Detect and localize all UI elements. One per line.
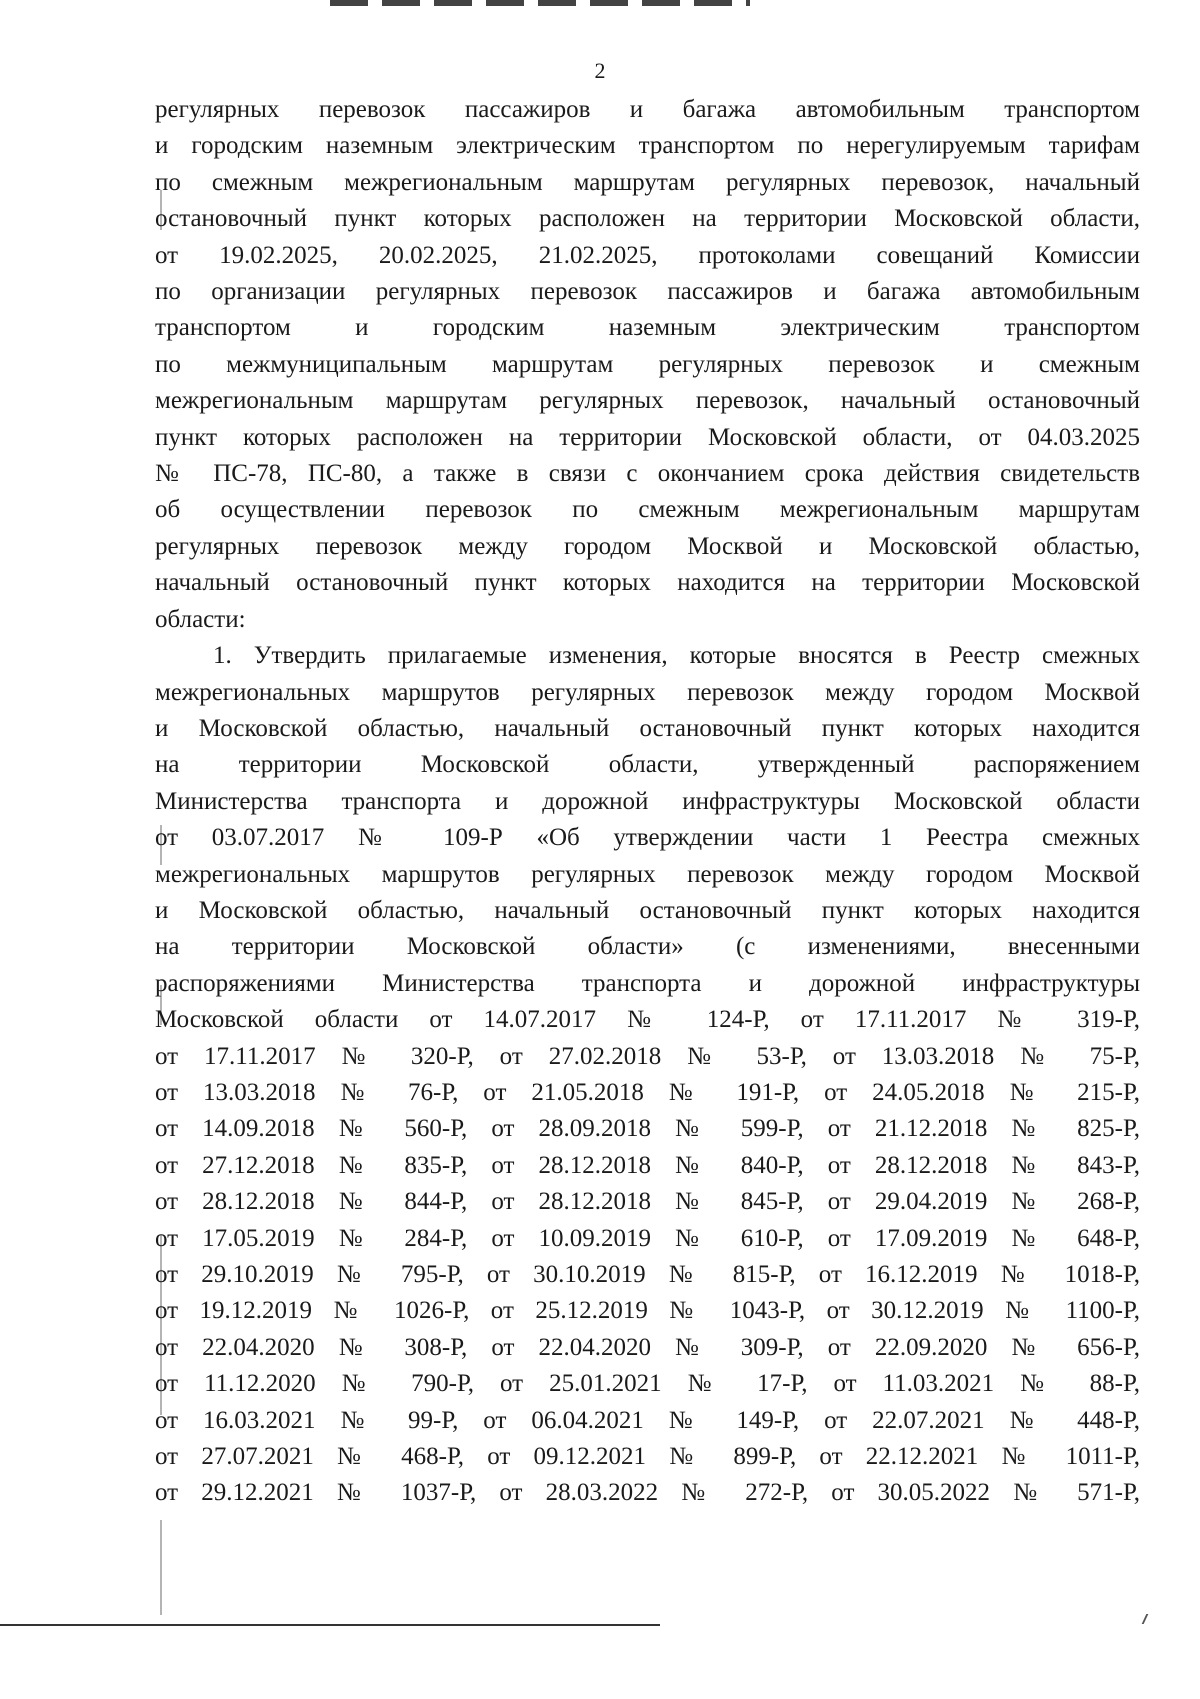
scan-margin-mark xyxy=(160,1520,162,1615)
text-line: от 17.05.2019 № 284-Р, от 10.09.2019 № 610-Р, от 17.09.2019 № 648-Р, xyxy=(155,1224,1140,1252)
text-line: от 14.09.2018 № 560-Р, от 28.09.2018 № 599-Р, от 21.12.2018 № 825-Р, xyxy=(155,1115,1140,1143)
text-line: от 28.12.2018 № 844-Р, от 28.12.2018 № 845-Р, от 29.04.2019 № 268-Р, xyxy=(155,1188,1140,1216)
text-line: регулярных перевозок пассажиров и багажа автомобильным транспортом xyxy=(155,96,1140,123)
text-line: от 22.04.2020 № 308-Р, от 22.04.2020 № 309-Р, от 22.09.2020 № 656-Р, xyxy=(155,1333,1140,1361)
text-line: по организации регулярных перевозок пассажиров и багажа автомобильным xyxy=(155,278,1140,306)
text-line: от 29.12.2021 № 1037-Р, от 28.03.2022 № 272-Р, от 30.05.2022 № 571-Р, xyxy=(155,1479,1140,1507)
scan-artifact xyxy=(330,0,750,6)
text-line: и Московской областью, начальный остановочный пункт которых находится xyxy=(155,896,1140,924)
text-line: регулярных перевозок между городом Москвой и Московской областью, xyxy=(155,532,1140,560)
text-line: на территории Московской области» (с изменениями, внесенными xyxy=(155,933,1140,961)
text-line: от 11.12.2020 № 790-Р, от 25.01.2021 № 17-Р, от 11.03.2021 № 88-Р, xyxy=(155,1370,1140,1398)
text-line: от 13.03.2018 № 76-Р, от 21.05.2018 № 191-Р, от 24.05.2018 № 215-Р, xyxy=(155,1078,1140,1106)
text-line: от 19.02.2025, 20.02.2025, 21.02.2025, протоколами совещаний Комиссии xyxy=(155,241,1140,269)
text-line: остановочный пункт которых расположен на территории Московской области, xyxy=(155,205,1140,233)
text-line: и Московской областью, начальный остановочный пункт которых находится xyxy=(155,714,1140,742)
page-bottom-rule xyxy=(0,1624,660,1626)
page-number: 2 xyxy=(594,58,606,83)
text-line: межрегиональных маршрутов регулярных перевозок между городом Москвой xyxy=(155,860,1140,888)
text-line: от 03.07.2017 № 109-Р «Об утверждении части 1 Реестра смежных xyxy=(155,824,1140,852)
text-line: распоряжениями Министерства транспорта и дорожной инфраструктуры xyxy=(155,969,1140,997)
text-line: на территории Московской области, утвержденный распоряжением xyxy=(155,751,1140,779)
text-line: от 17.11.2017 № 320-Р, от 27.02.2018 № 53-Р, от 13.03.2018 № 75-Р, xyxy=(155,1042,1140,1070)
text-line: Министерства транспорта и дорожной инфраструктуры Московской области xyxy=(155,787,1140,815)
text-line: пункт которых расположен на территории Московской области, от 04.03.2025 xyxy=(155,423,1140,451)
text-line: по смежным межрегиональным маршрутам регулярных перевозок, начальный xyxy=(155,168,1140,196)
text-line: от 27.07.2021 № 468-Р, от 09.12.2021 № 899-Р, от 22.12.2021 № 1011-Р, xyxy=(155,1443,1140,1471)
text-line: области: xyxy=(155,605,246,633)
text-line: от 27.12.2018 № 835-Р, от 28.12.2018 № 840-Р, от 28.12.2018 № 843-Р, xyxy=(155,1151,1140,1179)
text-line: от 16.03.2021 № 99-Р, от 06.04.2021 № 149-Р, от 22.07.2021 № 448-Р, xyxy=(155,1406,1140,1434)
text-line: от 29.10.2019 № 795-Р, от 30.10.2019 № 815-Р, от 16.12.2019 № 1018-Р, xyxy=(155,1261,1140,1288)
text-line: Московской области от 14.07.2017 № 124-Р, от 17.11.2017 № 319-Р, xyxy=(155,1006,1140,1034)
text-line: и городским наземным электрическим транспортом по нерегулируемым тарифам xyxy=(155,132,1140,160)
text-line: начальный остановочный пункт которых находится на территории Московской xyxy=(155,569,1140,597)
text-line: межрегиональных маршрутов регулярных перевозок между городом Москвой xyxy=(155,678,1140,706)
text-line: транспортом и городским наземным электрическим транспортом xyxy=(155,314,1140,342)
body-text xyxy=(155,92,1140,1512)
text-line: № ПС-78, ПС-80, а также в связи с окончанием срока действия свидетельств xyxy=(155,460,1140,488)
scan-corner-mark xyxy=(1142,1614,1165,1624)
text-line: по межмуниципальным маршрутам регулярных перевозок и смежным xyxy=(155,350,1140,378)
text-line: от 19.12.2019 № 1026-Р, от 25.12.2019 № 1043-Р, от 30.12.2019 № 1100-Р, xyxy=(155,1297,1140,1325)
paragraph-start: 1. Утвердить прилагаемые изменения, которые вносятся в Реестр смежных xyxy=(213,642,1140,670)
text-line: межрегиональным маршрутам регулярных перевозок, начальный остановочный xyxy=(155,387,1140,415)
text-line: об осуществлении перевозок по смежным межрегиональным маршрутам xyxy=(155,496,1140,524)
